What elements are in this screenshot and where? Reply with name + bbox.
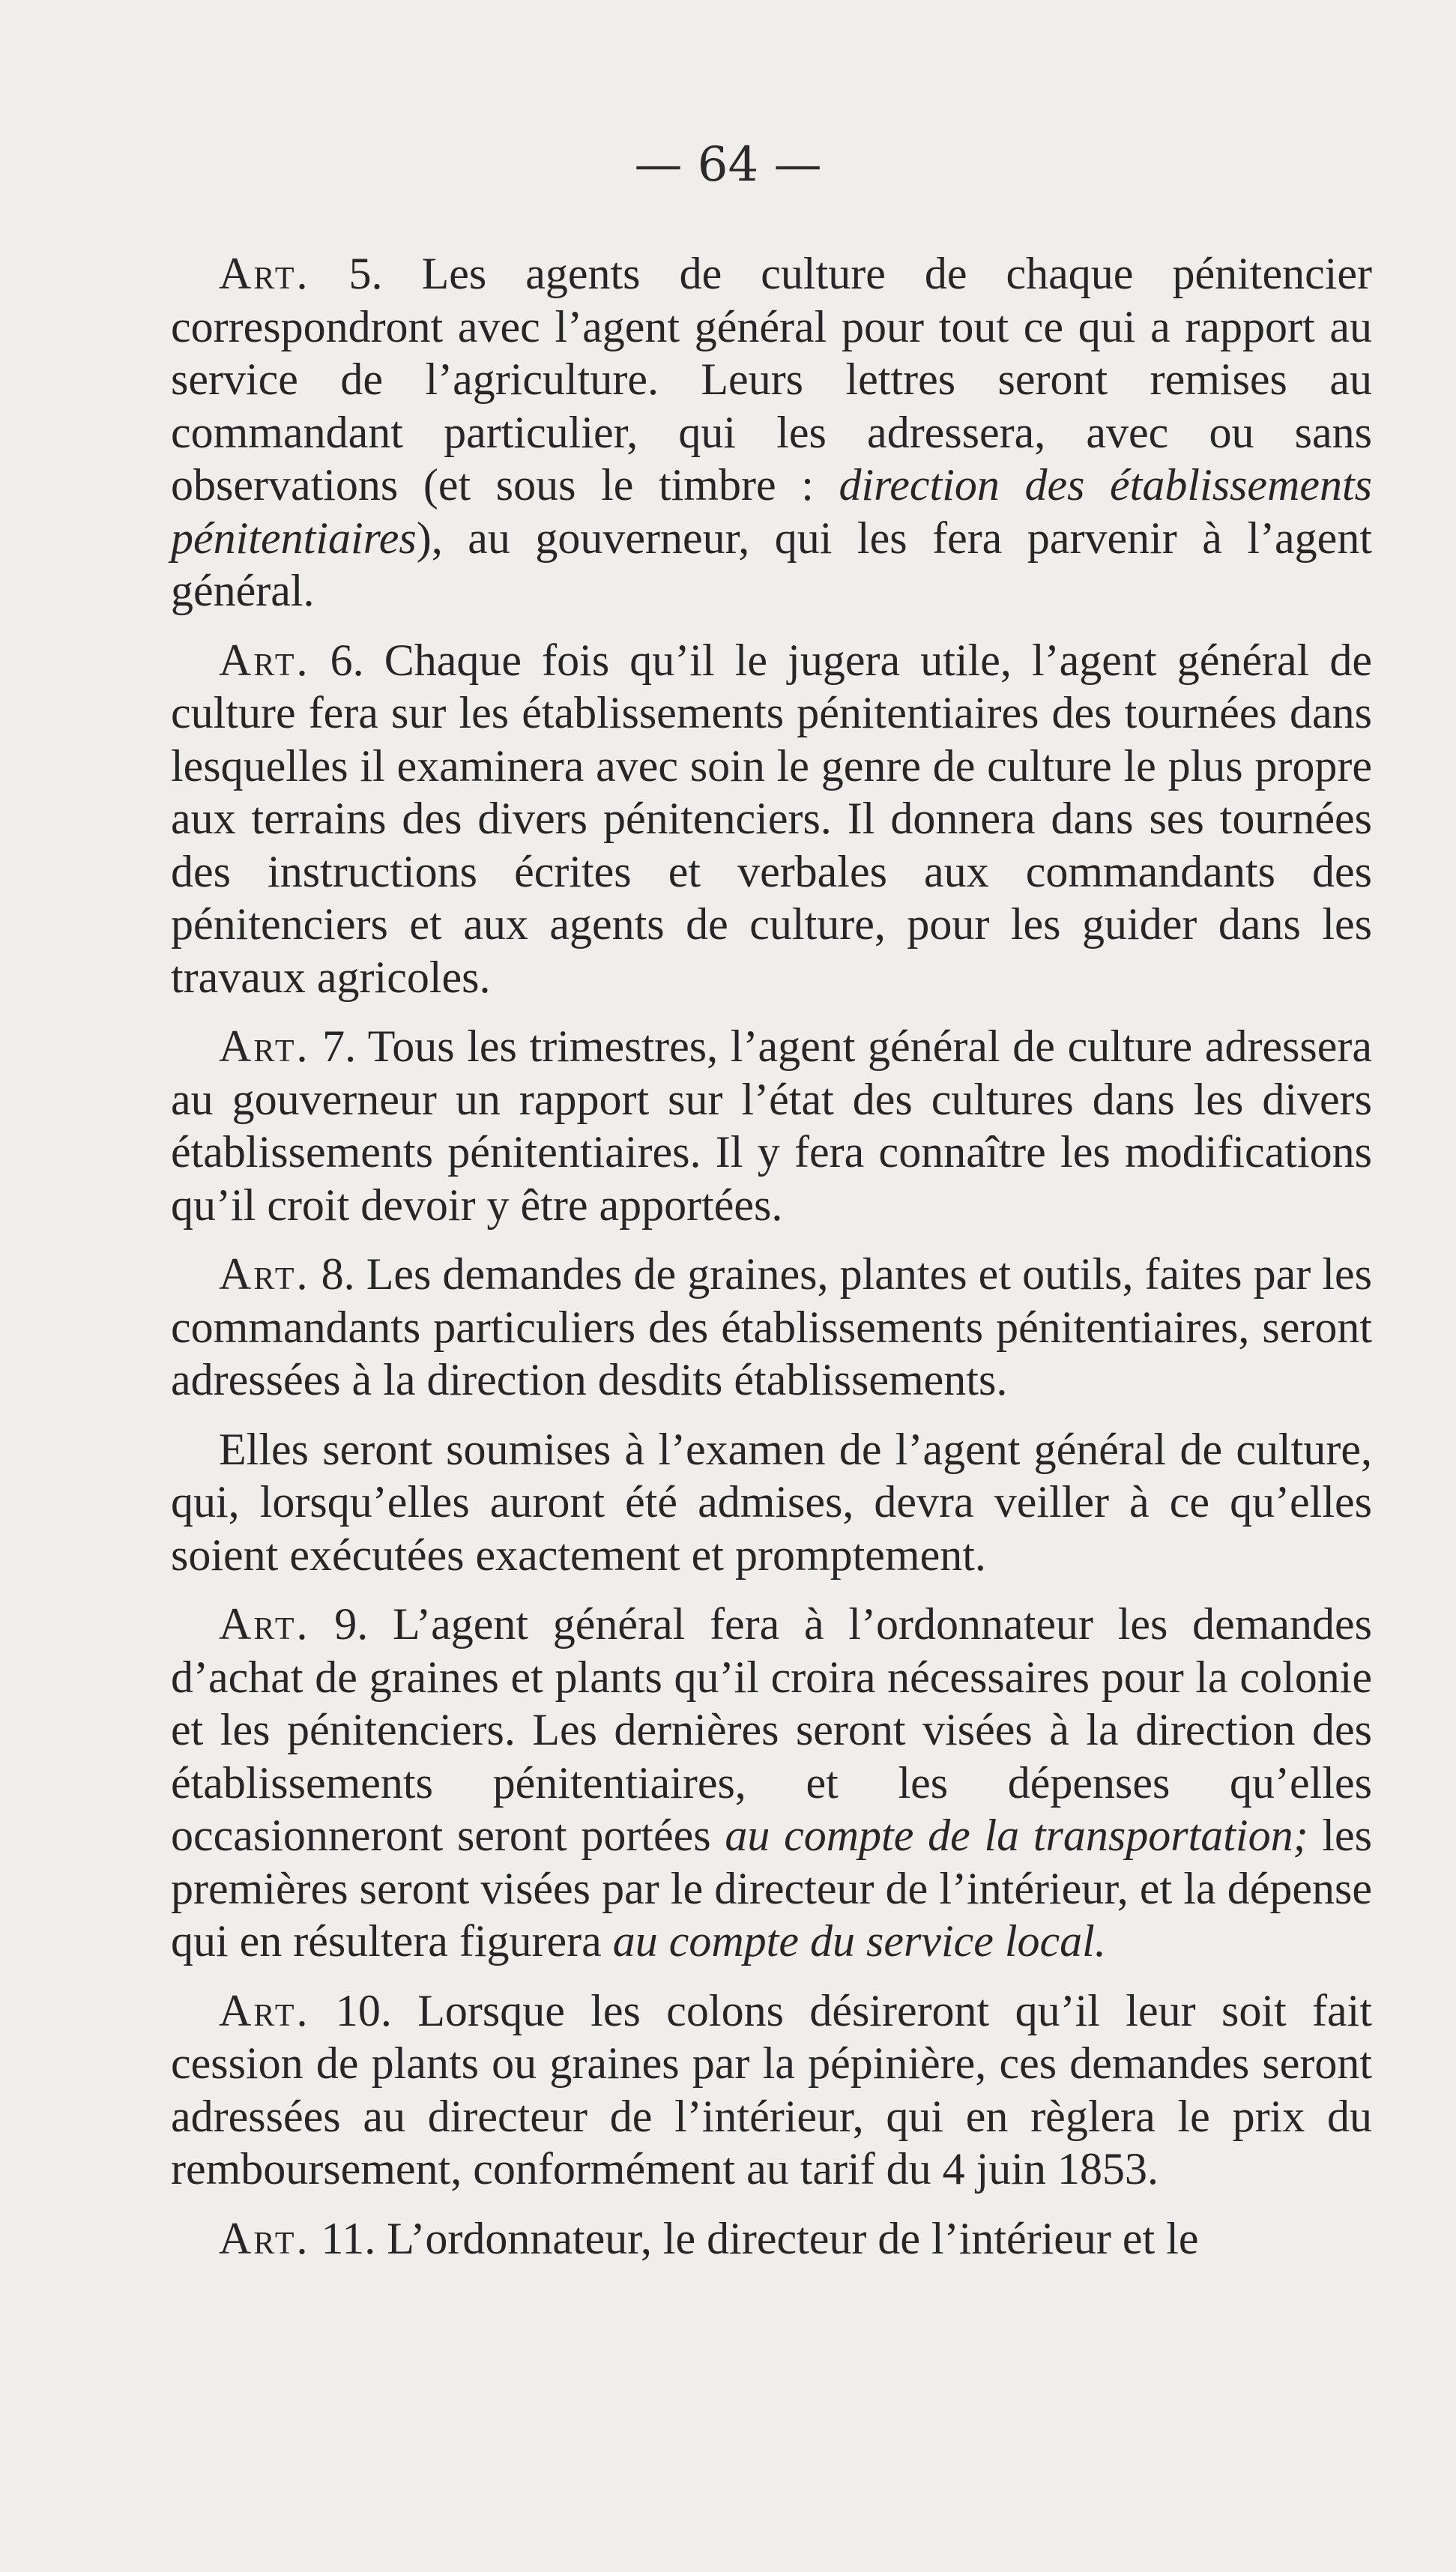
article-text-after: ), au gouverneur, qui les fera parvenir à l’agent général. xyxy=(171,513,1372,615)
body-text xyxy=(171,247,1372,2265)
article-number: 9. xyxy=(334,1599,369,1649)
article-label: Art. xyxy=(219,1985,310,2035)
article-8 xyxy=(171,1248,1372,1407)
article-9 xyxy=(171,1598,1372,1968)
article-text-after: les premières seront visées par le directeur de l’intérieur, et la dépense qui en résultera figurera xyxy=(171,1811,1372,1966)
article-6 xyxy=(171,634,1372,1004)
article-7 xyxy=(171,1020,1372,1231)
article-text: Les demandes de graines, plantes et outils, faites par les commandants particuliers des établissements pénitentiaires, seront adressées à la direction desdits établissements. xyxy=(171,1249,1373,1404)
article-italic: au compte de la transportation; xyxy=(725,1811,1308,1860)
article-label: Art. xyxy=(219,635,310,685)
article-text: Les agents de culture de chaque pénitencier correspondront avec l’agent général pour tout ce qui a rapport au service de l’agriculture. Leurs lettres seront remises au commandant particulier, qui les adressera, avec ou sans observations (et sous le timbre : xyxy=(171,249,1372,510)
article-number: 7. xyxy=(322,1021,357,1071)
article-10 xyxy=(171,1984,1372,2196)
article-italic-2: au compte du service local. xyxy=(612,1916,1106,1966)
article-label: Art. xyxy=(219,1599,310,1649)
article-text: Tous les trimestres, l’agent général de culture adressera au gouverneur un rapport sur l’état des cultures dans les divers établissements pénitentiaires. Il y fera connaître les modifications qu’il croit devoir y être apportées. xyxy=(171,1021,1373,1230)
article-italic: direction des établissements pénitentiaires xyxy=(171,460,1372,563)
article-11 xyxy=(171,2212,1372,2265)
article-text: Lorsque les colons désireront qu’il leur soit fait cession de plants ou graines par la pépinière, ces demandes seront adressées au directeur de l’intérieur, qui en règlera le prix du remboursement, conformément au tarif du 4 juin 1853. xyxy=(171,1985,1372,2194)
article-number: 11. xyxy=(321,2213,376,2263)
page-number: — 64 — xyxy=(634,137,822,193)
article-number: 8. xyxy=(321,1249,355,1299)
article-label: Art. xyxy=(219,249,310,298)
article-label: Art. xyxy=(219,1021,310,1071)
article-8-continuation xyxy=(171,1423,1372,1582)
article-5 xyxy=(171,247,1372,618)
article-text: L’ordonnateur, le directeur de l’intérieur et le xyxy=(375,2213,1199,2263)
article-label: Art. xyxy=(219,1249,310,1299)
article-text: Chaque fois qu’il le jugera utile, l’agent général de culture fera sur les établissements pénitentiaires des tournées dans lesquelles il examinera avec soin le genre de culture le plus propre aux terrains des divers pénitenciers. Il donnera dans ses tournées des instructions écrites et verbales aux commandants des pénitenciers et aux agents de culture, pour les guider dans les travaux agricoles. xyxy=(171,635,1373,1002)
article-text: L’agent général fera à l’ordonnateur les demandes d’achat de graines et plants qu’il croira nécessaires pour la colonie et les pénitenciers. Les dernières seront visées à la direction des établissements pénitentiaires, et les dépenses qu’elles occasionneront seront portées xyxy=(171,1599,1372,1860)
article-number: 10. xyxy=(335,1985,392,2035)
article-number: 6. xyxy=(330,635,364,685)
article-number: 5. xyxy=(348,249,383,298)
article-label: Art. xyxy=(219,2213,310,2263)
paragraph-text: Elles seront soumises à l’examen de l’agent général de culture, qui, lorsqu’elles auront été admises, devra veiller à ce qu’elles soient exécutées exactement et promptement. xyxy=(171,1424,1372,1580)
